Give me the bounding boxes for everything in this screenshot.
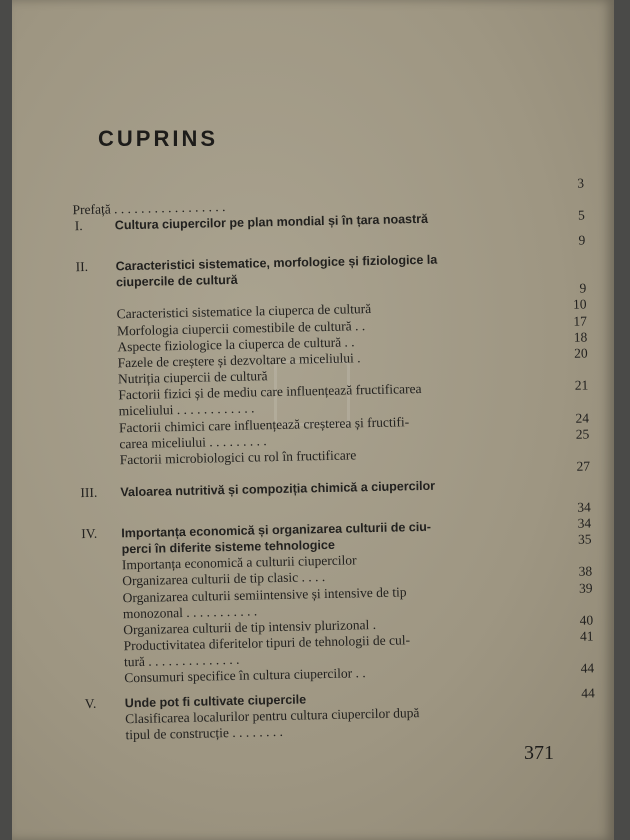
toc-page-number: 40 [579,612,594,628]
toc-page-number: 9 [578,232,586,248]
toc-entry-title: tură . . . . . . . . . . . . . . [123,652,240,670]
toc-entry-title: Organizarea culturii semiintensive și intensive de tip [122,583,407,605]
toc-chapter-number [78,372,108,373]
toc-entry-title: Productivitatea diferitelor tipuri de tehnologii de cul- [123,632,411,654]
toc-entry-title: Morfologia ciupercii comestibile de cultură . . [116,317,366,338]
toc-entry-title: Importanța economică și organizarea culturii de ciu- [121,519,432,541]
toc-entry-title: Caracteristici sistematice la ciuperca de cultură [116,301,372,322]
toc-page-number: 35 [577,531,592,547]
toc-entry-title: Organizarea culturii de tip clasic . . . . [122,569,326,589]
toc-page-number: 9 [579,280,587,296]
toc-page-number [559,442,589,443]
toc-entry-title: Factorii chimici care influențează creșterea și fructifi- [118,413,410,435]
toc-chapter-number [77,307,107,308]
toc-chapter-number [77,339,107,340]
toc-chapter-number: I. [74,218,83,234]
toc-entry-title: carea miceliului . . . . . . . . . [119,433,267,452]
toc-page-number: 34 [577,515,592,531]
toc-page-number: 5 [577,207,585,224]
toc-page-number: 34 [577,499,591,515]
toc-entry-title: monozonal . . . . . . . . . . . [122,603,258,621]
toc-chapter-number [77,323,107,324]
toc-page-number [560,475,590,476]
table-of-contents [72,175,596,745]
toc-chapter-number [79,420,109,421]
toc-page-number [555,248,585,249]
toc-chapter-number [76,291,106,292]
toc-page-number: 17 [573,312,588,329]
toc-page-number [554,192,584,193]
toc-chapter-number [78,388,108,389]
toc-chapter-number [84,655,114,656]
toc-entry-title: Valoarea nutritivă și compoziția chimică a ciupercilor [120,479,436,500]
toc-chapter-number [79,404,109,405]
toc-entry-title: Nutriția ciupercii de cultură [117,368,268,387]
toc-page-number: 39 [578,579,593,596]
toc-page-number [565,717,595,718]
toc-chapter-number [83,622,113,623]
toc-entry-title: Prefață . . . . . . . . . . . . . . . . . [72,199,226,218]
toc-page-number [558,394,588,395]
toc-entry-title: Organizarea culturii de tip intensiv plurizonal . [123,616,377,638]
toc-entry-title: Factorii microbiologici cu rol în fructificare [119,447,357,468]
toc-chapter-number [78,355,108,356]
toc-page-number [562,548,592,549]
toc-chapter-number [83,606,113,607]
toc-page-number: 20 [573,345,588,361]
toc-chapter-number [85,727,115,728]
toc-entry-title: Aspecte fiziologice la ciuperca de cultură . . [117,334,355,355]
toc-chapter-number [80,453,110,454]
toc-page-number: 38 [578,563,593,580]
toc-page-number [563,596,593,597]
toc-chapter-number [83,639,113,640]
toc-chapter-number [81,509,111,510]
toc-page-number: 41 [579,628,594,644]
toc-chapter-number [80,469,110,470]
toc-chapter-number [82,590,112,591]
toc-entry-title: Unde pot fi cultivate ciupercile [124,692,307,710]
toc-chapter-number [82,558,112,559]
toc-entry-title: ciupercile de cultură [115,272,238,290]
toc-entry-title: Importanța economică a culturii ciupercilor [121,552,357,573]
page-title: CUPRINS [98,126,219,151]
toc-page-number: 24 [575,410,590,426]
toc-chapter-number [84,671,114,672]
toc-page-number: 3 [577,175,585,191]
toc-entry-title: perci în diferite sisteme tehnologice [121,537,335,557]
toc-page-number: 25 [575,426,590,442]
toc-entry-title: Cultura ciupercilor pe plan mondial și în țara noastră [114,212,429,233]
toc-entry-title: Factorii fizici și de mediu care influențează fructificarea [118,381,422,403]
toc-entry-title: Caracteristici sistematice, morfologice și fiziologice la [115,252,438,274]
toc-entry-title: Clasificarea localurilor pentru cultura ciupercilor după [125,704,420,727]
toc-entry-title: Fazele de creștere și dezvoltare a miceliului . [117,350,361,371]
toc-entry-title: Consumuri specifice în cultura ciupercilor . . [124,665,366,686]
toc-chapter-number: IV. [81,525,98,541]
toc-page-number: 10 [572,296,587,313]
toc-chapter-number: II. [75,258,89,274]
toc-page-number [558,362,588,363]
toc-page-number [565,701,595,702]
toc-entry-title: miceliului . . . . . . . . . . . . [118,400,255,419]
toc-page-number: 44 [580,660,595,677]
toc-chapter-number: V. [84,695,97,711]
page-number: 371 [524,742,554,764]
toc-chapter-number [75,242,105,243]
toc-entry-title: tipul de construcție . . . . . . . . [125,723,284,743]
book-page [12,0,614,840]
toc-chapter-number [74,186,104,187]
toc-page-number [564,645,594,646]
toc-chapter-number: III. [80,485,98,501]
toc-page-number: 18 [573,329,588,345]
toc-page-number: 21 [574,377,589,394]
toc-chapter-number [82,574,112,575]
toc-chapter-number [79,436,109,437]
toc-page-number [556,264,586,265]
toc-page-number: 27 [576,458,591,474]
toc-page-number: 44 [581,685,595,701]
